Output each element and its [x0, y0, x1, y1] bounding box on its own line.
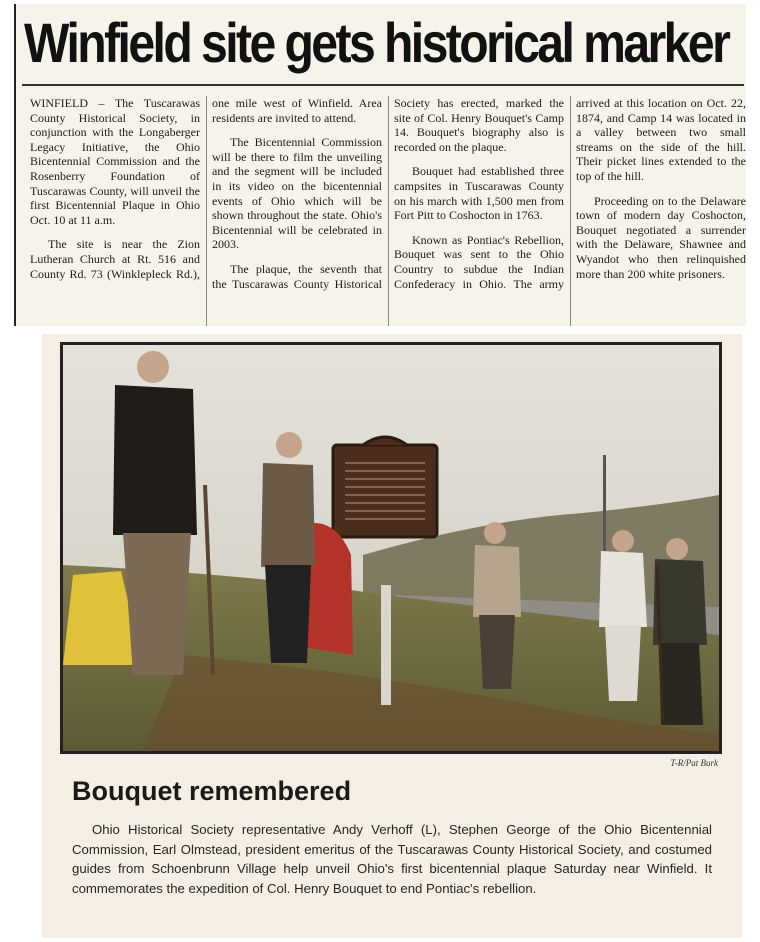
article-paragraph: The Bicentennial Commission will be there to film the unveiling and the segment will be included in its video on the bicentennial events of Ohio which will be shown throughout the state. Ohio's Bicentennial will be celebrated in 2003.	[212, 135, 382, 252]
caption-text: Ohio Historical Society representative Andy Verhoff (L), Stephen George of the Ohio Bicentennial Commission, Earl Olmstead, president emeritus of the Tuscarawas County Historical Society, and costumed guides from Schoenbrunn Village help unveil Ohio's first bicentennial plaque Saturday near Winfield. It commemorates the expedition of Col. Henry Bouquet to end Pontiac's rebellion.	[72, 822, 712, 896]
photo-illustration	[63, 345, 719, 751]
news-photo	[60, 342, 722, 754]
caption-title: Bouquet remembered	[72, 776, 352, 806]
article-paragraph: Known as Pontiac's Rebellion, Bouquet was sent to the Ohio Country to subdue the Indian Confederacy in Ohio. The army arrived at this location on Oct. 22, 1874, and Camp 14 was located in a valley between two small streams on the side of the hill. Their picket lines extended to the top of the hill.	[394, 96, 746, 291]
article-paragraph: Proceeding on to the Delaware town of modern day Coshocton, Bouquet negotiated a surrender with the Delaware, Shawnee and Wyandot who then relinquished more than 200 white prisoners.	[576, 193, 746, 281]
photo-credit: T-R/Pat Burk	[670, 758, 718, 768]
headline-rule	[22, 84, 744, 86]
article-clipping	[14, 4, 746, 326]
headline: Winfield site gets historical marker	[24, 11, 729, 74]
article-paragraph: WINFIELD – The Tuscarawas County Historical Society, in conjunction with the Longaberger Legacy Initiative, the Ohio Bicentennial Commission and the Rosenberry Foundation of Tuscarawas County, will unveil the first Bicentennial Plaque in Ohio Oct. 10 at 11 a.m.	[30, 96, 200, 227]
photo-clipping	[42, 334, 742, 938]
article-paragraph: The site is near the Zion Lutheran Church at Rt. 516 and County Rd. 73 (Winklepleck Rd.), one mile west of Winfield. Area residents are invited to attend.	[30, 96, 382, 281]
article-body	[30, 96, 746, 326]
article-paragraph: Bouquet had established three campsites in Tuscarawas County on his march with 1,500 men from Fort Pitt to Coshocton in 1763.	[394, 164, 564, 223]
article-paragraph: The plaque, the seventh that the Tuscarawas County Historical Society has erected, marked the site of Col. Henry Bouquet's Camp 14. Bouquet's biography also is recorded on the plaque.	[212, 96, 564, 291]
